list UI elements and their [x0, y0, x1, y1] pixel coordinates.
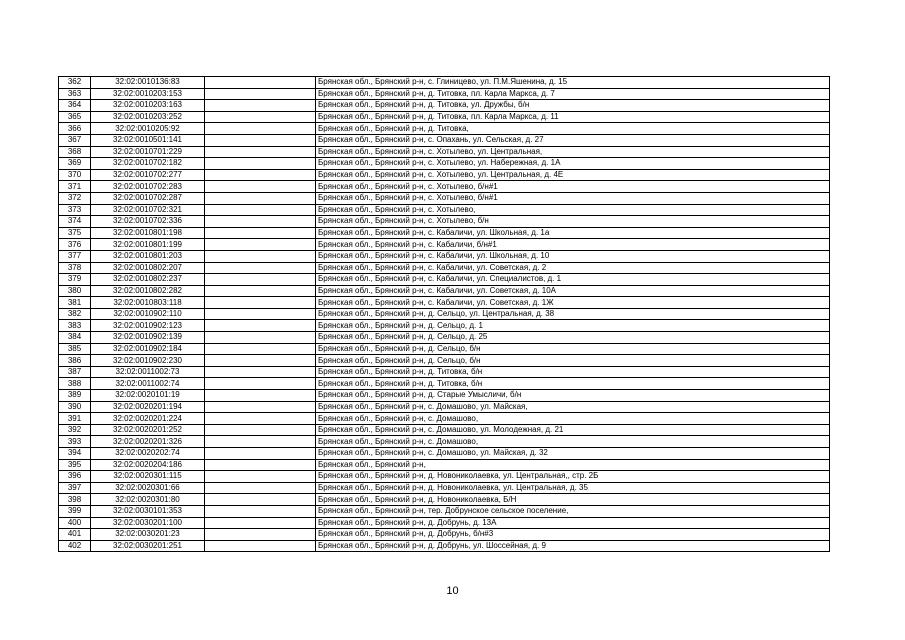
table-row	[59, 285, 830, 297]
row-number-cell: 390	[59, 401, 91, 413]
address-cell: Брянская обл., Брянский р-н, с. Домашово,	[316, 436, 830, 448]
address-cell: Брянская обл., Брянский р-н, д. Сельцо, д. 1	[316, 320, 830, 332]
address-cell: Брянская обл., Брянский р-н, с. Домашово, ул. Молодежная, д. 21	[316, 424, 830, 436]
address-cell: Брянская обл., Брянский р-н, д. Новониколаевка, ул. Центральная, д. 35	[316, 482, 830, 494]
empty-cell	[205, 274, 316, 286]
address-cell: Брянская обл., Брянский р-н, с. Опахань, ул. Сельская, д. 27	[316, 134, 830, 146]
row-number-cell: 379	[59, 274, 91, 286]
empty-cell	[205, 401, 316, 413]
table-row	[59, 436, 830, 448]
row-number-cell: 377	[59, 250, 91, 262]
cadastral-number-cell: 32:02:0030201:23	[91, 529, 205, 541]
empty-cell	[205, 158, 316, 170]
row-number-cell: 372	[59, 192, 91, 204]
address-cell: Брянская обл., Брянский р-н, с. Домашово, ул. Майская, д. 32	[316, 448, 830, 460]
cadastral-number-cell: 32:02:0010802:207	[91, 262, 205, 274]
table-row	[59, 320, 830, 332]
empty-cell	[205, 308, 316, 320]
empty-cell	[205, 227, 316, 239]
address-cell: Брянская обл., Брянский р-н, д. Титовка, пл. Карла Маркса, д. 7	[316, 88, 830, 100]
cadastral-number-cell: 32:02:0010702:277	[91, 169, 205, 181]
address-cell: Брянская обл., Брянский р-н, д. Сельцо, б/н	[316, 355, 830, 367]
address-cell: Брянская обл., Брянский р-н, с. Кабаличи, ул. Советская, д. 1Ж	[316, 297, 830, 309]
empty-cell	[205, 494, 316, 506]
row-number-cell: 391	[59, 413, 91, 425]
empty-cell	[205, 424, 316, 436]
address-cell: Брянская обл., Брянский р-н, с. Глиницево, ул. П.М.Яшенина, д. 15	[316, 77, 830, 89]
row-number-cell: 392	[59, 424, 91, 436]
empty-cell	[205, 111, 316, 123]
table-row	[59, 250, 830, 262]
address-cell: Брянская обл., Брянский р-н, д. Новониколаевка, Б/Н	[316, 494, 830, 506]
registry-table	[58, 76, 830, 552]
table-row	[59, 494, 830, 506]
cadastral-number-cell: 32:02:0020301:115	[91, 471, 205, 483]
empty-cell	[205, 262, 316, 274]
table-row	[59, 169, 830, 181]
table-row	[59, 274, 830, 286]
empty-cell	[205, 123, 316, 135]
address-cell: Брянская обл., Брянский р-н, с. Домашово,	[316, 413, 830, 425]
table-row	[59, 134, 830, 146]
address-cell: Брянская обл., Брянский р-н, д. Титовка, б/н	[316, 366, 830, 378]
empty-cell	[205, 436, 316, 448]
empty-cell	[205, 482, 316, 494]
cadastral-number-cell: 32:02:0010902:230	[91, 355, 205, 367]
cadastral-number-cell: 32:02:0010802:282	[91, 285, 205, 297]
row-number-cell: 394	[59, 448, 91, 460]
cadastral-number-cell: 32:02:0030201:100	[91, 517, 205, 529]
empty-cell	[205, 146, 316, 158]
row-number-cell: 396	[59, 471, 91, 483]
cadastral-number-cell: 32:02:0010205:92	[91, 123, 205, 135]
table-row	[59, 297, 830, 309]
address-cell: Брянская обл., Брянский р-н, с. Хотылево, б/н#1	[316, 192, 830, 204]
cadastral-number-cell: 32:02:0010702:336	[91, 216, 205, 228]
table-row	[59, 239, 830, 251]
address-cell: Брянская обл., Брянский р-н, с. Хотылево,	[316, 204, 830, 216]
row-number-cell: 368	[59, 146, 91, 158]
empty-cell	[205, 448, 316, 460]
row-number-cell: 401	[59, 529, 91, 541]
row-number-cell: 387	[59, 366, 91, 378]
row-number-cell: 386	[59, 355, 91, 367]
cadastral-number-cell: 32:02:0020201:224	[91, 413, 205, 425]
empty-cell	[205, 181, 316, 193]
cadastral-number-cell: 32:02:0020301:80	[91, 494, 205, 506]
empty-cell	[205, 390, 316, 402]
row-number-cell: 382	[59, 308, 91, 320]
cadastral-number-cell: 32:02:0010702:287	[91, 192, 205, 204]
table-row	[59, 448, 830, 460]
row-number-cell: 388	[59, 378, 91, 390]
row-number-cell: 376	[59, 239, 91, 251]
address-cell: Брянская обл., Брянский р-н, д. Старые Умысличи, б/н	[316, 390, 830, 402]
row-number-cell: 381	[59, 297, 91, 309]
row-number-cell: 389	[59, 390, 91, 402]
address-cell: Брянская обл., Брянский р-н, д. Титовка, пл. Карла Маркса, д. 11	[316, 111, 830, 123]
row-number-cell: 369	[59, 158, 91, 170]
empty-cell	[205, 192, 316, 204]
cadastral-number-cell: 32:02:0010902:123	[91, 320, 205, 332]
row-number-cell: 371	[59, 181, 91, 193]
row-number-cell: 399	[59, 505, 91, 517]
cadastral-number-cell: 32:02:0010702:182	[91, 158, 205, 170]
cadastral-number-cell: 32:02:0010902:184	[91, 343, 205, 355]
cadastral-number-cell: 32:02:0011002:73	[91, 366, 205, 378]
address-cell: Брянская обл., Брянский р-н, с. Хотылево, б/н#1	[316, 181, 830, 193]
table-row	[59, 77, 830, 89]
table-row	[59, 424, 830, 436]
table-row	[59, 413, 830, 425]
table-row	[59, 378, 830, 390]
cadastral-number-cell: 32:02:0030101:353	[91, 505, 205, 517]
empty-cell	[205, 471, 316, 483]
empty-cell	[205, 239, 316, 251]
cadastral-number-cell: 32:02:0010902:139	[91, 332, 205, 344]
address-cell: Брянская обл., Брянский р-н, д. Добрунь, д. 13А	[316, 517, 830, 529]
table-row	[59, 192, 830, 204]
empty-cell	[205, 100, 316, 112]
table-row	[59, 181, 830, 193]
empty-cell	[205, 134, 316, 146]
row-number-cell: 366	[59, 123, 91, 135]
row-number-cell: 400	[59, 517, 91, 529]
table-row	[59, 366, 830, 378]
row-number-cell: 373	[59, 204, 91, 216]
cadastral-number-cell: 32:02:0010702:321	[91, 204, 205, 216]
row-number-cell: 375	[59, 227, 91, 239]
address-cell: Брянская обл., Брянский р-н, д. Сельцо, д. 25	[316, 332, 830, 344]
address-cell: Брянская обл., Брянский р-н,	[316, 459, 830, 471]
table-row	[59, 146, 830, 158]
cadastral-number-cell: 32:02:0020201:252	[91, 424, 205, 436]
row-number-cell: 378	[59, 262, 91, 274]
row-number-cell: 397	[59, 482, 91, 494]
row-number-cell: 363	[59, 88, 91, 100]
cadastral-number-cell: 32:02:0020301:66	[91, 482, 205, 494]
cadastral-number-cell: 32:02:0011002:74	[91, 378, 205, 390]
cadastral-number-cell: 32:02:0010803:118	[91, 297, 205, 309]
empty-cell	[205, 320, 316, 332]
empty-cell	[205, 459, 316, 471]
empty-cell	[205, 505, 316, 517]
table-row	[59, 204, 830, 216]
row-number-cell: 402	[59, 540, 91, 552]
cadastral-number-cell: 32:02:0010801:203	[91, 250, 205, 262]
address-cell: Брянская обл., Брянский р-н, с. Хотылево, ул. Центральная, д. 4Е	[316, 169, 830, 181]
address-cell: Брянская обл., Брянский р-н, д. Титовка,	[316, 123, 830, 135]
address-cell: Брянская обл., Брянский р-н, д. Титовка, б/н	[316, 378, 830, 390]
cadastral-number-cell: 32:02:0010136:83	[91, 77, 205, 89]
address-cell: Брянская обл., Брянский р-н, с. Хотылево, ул. Центральная,	[316, 146, 830, 158]
table-row	[59, 471, 830, 483]
row-number-cell: 365	[59, 111, 91, 123]
empty-cell	[205, 529, 316, 541]
row-number-cell: 384	[59, 332, 91, 344]
row-number-cell: 393	[59, 436, 91, 448]
table-row	[59, 262, 830, 274]
empty-cell	[205, 216, 316, 228]
cadastral-number-cell: 32:02:0010203:153	[91, 88, 205, 100]
cadastral-number-cell: 32:02:0020202:74	[91, 448, 205, 460]
address-cell: Брянская обл., Брянский р-н, с. Хотылево, ул. Набережная, д. 1А	[316, 158, 830, 170]
table-row	[59, 216, 830, 228]
address-cell: Брянская обл., Брянский р-н, с. Кабаличи, ул. Советская, д. 10А	[316, 285, 830, 297]
empty-cell	[205, 169, 316, 181]
table-row	[59, 100, 830, 112]
empty-cell	[205, 355, 316, 367]
cadastral-number-cell: 32:02:0010501:141	[91, 134, 205, 146]
table-row	[59, 401, 830, 413]
table-row	[59, 390, 830, 402]
cadastral-number-cell: 32:02:0010701:229	[91, 146, 205, 158]
table-row	[59, 517, 830, 529]
cadastral-number-cell: 32:02:0010802:237	[91, 274, 205, 286]
table-row	[59, 459, 830, 471]
table-row	[59, 88, 830, 100]
table-row	[59, 355, 830, 367]
address-cell: Брянская обл., Брянский р-н, д. Сельцо, б/н	[316, 343, 830, 355]
row-number-cell: 364	[59, 100, 91, 112]
cadastral-number-cell: 32:02:0020101:19	[91, 390, 205, 402]
empty-cell	[205, 332, 316, 344]
address-cell: Брянская обл., Брянский р-н, д. Новониколаевка, ул. Центральная,, стр. 2Б	[316, 471, 830, 483]
cadastral-number-cell: 32:02:0010801:198	[91, 227, 205, 239]
address-cell: Брянская обл., Брянский р-н, тер. Добрунское сельское поселение,	[316, 505, 830, 517]
table-row	[59, 111, 830, 123]
empty-cell	[205, 285, 316, 297]
table-row	[59, 482, 830, 494]
row-number-cell: 383	[59, 320, 91, 332]
address-cell: Брянская обл., Брянский р-н, с. Кабаличи, б/н#1	[316, 239, 830, 251]
table-row	[59, 505, 830, 517]
row-number-cell: 374	[59, 216, 91, 228]
address-cell: Брянская обл., Брянский р-н, с. Хотылево, б/н	[316, 216, 830, 228]
registry-table-body	[59, 77, 830, 552]
empty-cell	[205, 77, 316, 89]
cadastral-number-cell: 32:02:0010902:110	[91, 308, 205, 320]
address-cell: Брянская обл., Брянский р-н, с. Кабаличи, ул. Школьная, д. 10	[316, 250, 830, 262]
empty-cell	[205, 343, 316, 355]
empty-cell	[205, 297, 316, 309]
cadastral-number-cell: 32:02:0020201:194	[91, 401, 205, 413]
empty-cell	[205, 378, 316, 390]
address-cell: Брянская обл., Брянский р-н, д. Титовка, ул. Дружбы, б/н	[316, 100, 830, 112]
empty-cell	[205, 204, 316, 216]
table-row	[59, 227, 830, 239]
empty-cell	[205, 540, 316, 552]
row-number-cell: 385	[59, 343, 91, 355]
row-number-cell: 380	[59, 285, 91, 297]
table-row	[59, 158, 830, 170]
table-row	[59, 529, 830, 541]
row-number-cell: 395	[59, 459, 91, 471]
address-cell: Брянская обл., Брянский р-н, д. Добрунь, б/н#3	[316, 529, 830, 541]
table-row	[59, 308, 830, 320]
page-number: 10	[446, 585, 459, 597]
cadastral-number-cell: 32:02:0010203:163	[91, 100, 205, 112]
cadastral-number-cell: 32:02:0010801:199	[91, 239, 205, 251]
empty-cell	[205, 413, 316, 425]
table-row	[59, 540, 830, 552]
cadastral-number-cell: 32:02:0010702:283	[91, 181, 205, 193]
row-number-cell: 367	[59, 134, 91, 146]
address-cell: Брянская обл., Брянский р-н, с. Кабаличи, ул. Школьная, д. 1а	[316, 227, 830, 239]
cadastral-number-cell: 32:02:0010203:252	[91, 111, 205, 123]
table-row	[59, 332, 830, 344]
empty-cell	[205, 517, 316, 529]
cadastral-number-cell: 32:02:0030201:251	[91, 540, 205, 552]
address-cell: Брянская обл., Брянский р-н, д. Добрунь, ул. Шоссейная, д. 9	[316, 540, 830, 552]
row-number-cell: 362	[59, 77, 91, 89]
row-number-cell: 398	[59, 494, 91, 506]
table-row	[59, 123, 830, 135]
address-cell: Брянская обл., Брянский р-н, с. Кабаличи, ул. Советская, д. 2	[316, 262, 830, 274]
address-cell: Брянская обл., Брянский р-н, с. Домашово, ул. Майская,	[316, 401, 830, 413]
cadastral-number-cell: 32:02:0020201:326	[91, 436, 205, 448]
row-number-cell: 370	[59, 169, 91, 181]
empty-cell	[205, 366, 316, 378]
address-cell: Брянская обл., Брянский р-н, д. Сельцо, ул. Центральная, д. 38	[316, 308, 830, 320]
cadastral-number-cell: 32:02:0020204:186	[91, 459, 205, 471]
address-cell: Брянская обл., Брянский р-н, с. Кабаличи, ул. Специалистов, д. 1	[316, 274, 830, 286]
empty-cell	[205, 250, 316, 262]
table-row	[59, 343, 830, 355]
empty-cell	[205, 88, 316, 100]
